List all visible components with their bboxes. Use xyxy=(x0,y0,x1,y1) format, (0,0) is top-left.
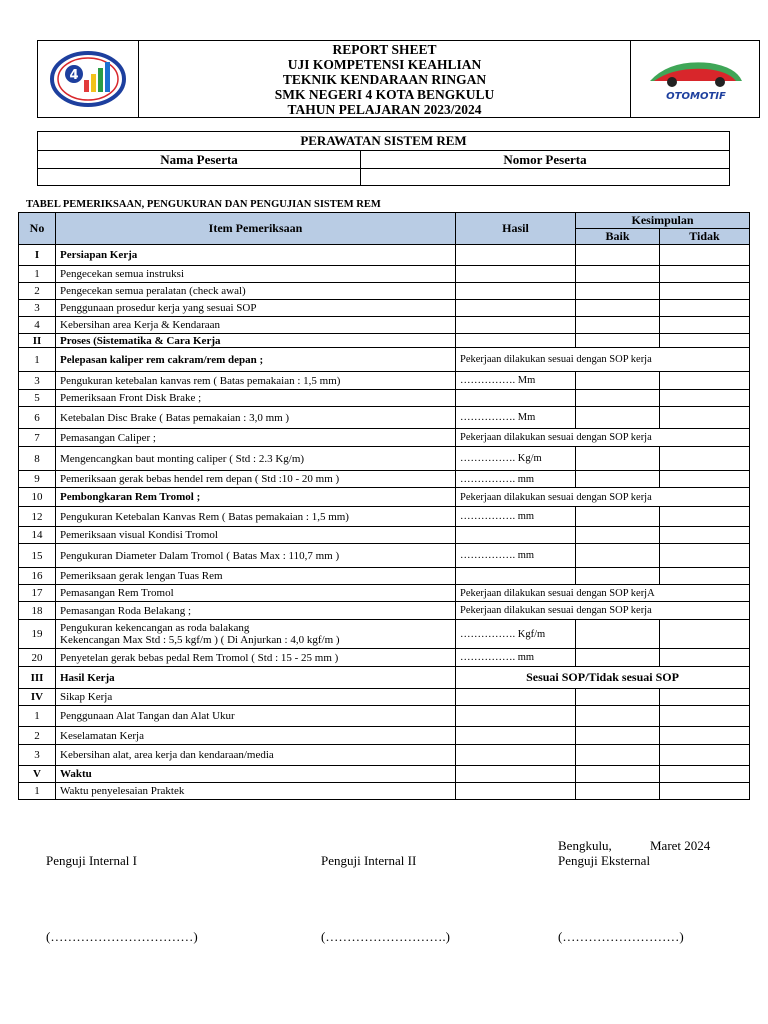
row-tidak-cell[interactable] xyxy=(660,568,750,585)
table-row xyxy=(19,348,750,372)
school-logo-icon xyxy=(49,50,127,108)
table-row xyxy=(19,783,750,800)
participant-table xyxy=(37,131,730,186)
row-number: 19 xyxy=(19,620,56,649)
row-baik-cell[interactable] xyxy=(576,507,660,527)
row-hasil: Pekerjaan dilakukan sesuai dengan SOP kerjA xyxy=(456,585,750,602)
row-number: II xyxy=(19,334,56,348)
table-row xyxy=(19,488,750,507)
signature-external: Penguji Eksternal xyxy=(558,853,651,868)
table-row xyxy=(19,334,750,348)
table-row xyxy=(19,317,750,334)
signature-date: Maret 2024 xyxy=(650,838,711,853)
table-row xyxy=(19,507,750,527)
inspection-table xyxy=(18,212,750,800)
row-tidak-cell[interactable] xyxy=(660,447,750,471)
row-baik-cell[interactable] xyxy=(576,727,660,745)
signature-internal-1: Penguji Internal I xyxy=(46,853,137,868)
row-hasil[interactable]: ……………. Mm xyxy=(456,407,576,429)
row-item: Mengencangkan baut monting caliper ( Std : 2.3 Kg/m) xyxy=(56,447,456,471)
report-title xyxy=(139,41,630,117)
row-baik-cell[interactable] xyxy=(576,283,660,300)
signature-place: Bengkulu, xyxy=(558,838,612,853)
row-baik-cell[interactable] xyxy=(576,527,660,544)
table-row xyxy=(19,585,750,602)
table-caption: TABEL PEMERIKSAAN, PENGUKURAN DAN PENGUJIAN SISTEM REM xyxy=(26,199,381,210)
table-row xyxy=(19,667,750,689)
svg-text:4: 4 xyxy=(69,68,79,83)
table-row xyxy=(19,544,750,568)
row-baik-cell[interactable] xyxy=(576,300,660,317)
report-header xyxy=(37,40,760,118)
school-logo xyxy=(38,41,139,117)
otomotif-logo xyxy=(630,41,759,117)
otomotif-logo-icon xyxy=(640,55,750,103)
signature-blank-2: (……………………….) xyxy=(321,929,450,944)
row-number: 8 xyxy=(19,447,56,471)
row-item: Pembongkaran Rem Tromol ; xyxy=(56,488,456,507)
row-item: Hasil Kerja xyxy=(56,667,456,689)
row-item-line-2: Kekencangan Max Std : 5,5 kgf/m ) ( Di Anjurkan : 4,0 kgf/m ) xyxy=(60,634,340,646)
row-baik-cell[interactable] xyxy=(576,783,660,800)
row-hasil[interactable] xyxy=(456,266,576,283)
row-number: 3 xyxy=(19,372,56,390)
col-item: Item Pemeriksaan xyxy=(56,213,456,245)
number-label: Nomor Peserta xyxy=(361,151,730,169)
row-hasil[interactable] xyxy=(456,766,576,783)
row-number: 10 xyxy=(19,488,56,507)
row-item: Penggunaan Alat Tangan dan Alat Ukur xyxy=(56,706,456,727)
row-number: 1 xyxy=(19,706,56,727)
table-row xyxy=(19,429,750,447)
row-item: Pengecekan semua peralatan (check awal) xyxy=(56,283,456,300)
table-row xyxy=(19,568,750,585)
row-hasil: Pekerjaan dilakukan sesuai dengan SOP kerja xyxy=(456,429,750,447)
row-tidak-cell[interactable] xyxy=(660,706,750,727)
row-baik-cell[interactable] xyxy=(576,447,660,471)
table-row xyxy=(19,706,750,727)
row-number: 18 xyxy=(19,602,56,620)
table-row xyxy=(19,283,750,300)
row-number: 3 xyxy=(19,745,56,766)
row-hasil[interactable] xyxy=(456,783,576,800)
row-hasil[interactable]: ……………. Kgf/m xyxy=(456,620,576,649)
row-tidak-cell[interactable] xyxy=(660,783,750,800)
table-row xyxy=(19,266,750,283)
col-tidak: Tidak xyxy=(660,229,750,245)
row-item: Pemasangan Caliper ; xyxy=(56,429,456,447)
row-item: Pemeriksaan gerak bebas hendel rem depan ( Std :10 - 20 mm ) xyxy=(56,471,456,488)
row-tidak-cell[interactable] xyxy=(660,471,750,488)
row-baik-cell[interactable] xyxy=(576,706,660,727)
row-number: 17 xyxy=(19,585,56,602)
row-hasil[interactable] xyxy=(456,390,576,407)
row-item: Waktu xyxy=(56,766,456,783)
row-item: Kebersihan area Kerja & Kendaraan xyxy=(56,317,456,334)
row-number: IV xyxy=(19,689,56,706)
row-item: Pemeriksaan visual Kondisi Tromol xyxy=(56,527,456,544)
row-baik-cell[interactable] xyxy=(576,689,660,706)
table-row xyxy=(19,300,750,317)
table-row xyxy=(19,766,750,783)
row-item: Pengukuran Ketebalan Kanvas Rem ( Batas pemakaian : 1,5 mm) xyxy=(56,507,456,527)
svg-text:OTOMOTIF: OTOMOTIF xyxy=(666,91,726,102)
row-baik-cell[interactable] xyxy=(576,471,660,488)
table-body xyxy=(19,245,750,800)
table-row xyxy=(19,447,750,471)
row-item: Pemasangan Rem Tromol xyxy=(56,585,456,602)
row-tidak-cell[interactable] xyxy=(660,300,750,317)
row-baik-cell[interactable] xyxy=(576,390,660,407)
row-item: Waktu penyelesaian Praktek xyxy=(56,783,456,800)
row-baik-cell[interactable] xyxy=(576,334,660,348)
row-hasil[interactable] xyxy=(456,300,576,317)
row-tidak-cell[interactable] xyxy=(660,527,750,544)
row-tidak-cell[interactable] xyxy=(660,317,750,334)
row-tidak-cell[interactable] xyxy=(660,390,750,407)
row-item-line-1: Pengukuran kekencangan as roda balakang xyxy=(60,622,250,634)
row-tidak-cell[interactable] xyxy=(660,245,750,266)
name-field[interactable] xyxy=(38,169,361,186)
row-tidak-cell[interactable] xyxy=(660,727,750,745)
title-line-5: TAHUN PELAJARAN 2023/2024 xyxy=(287,101,482,117)
row-hasil: Pekerjaan dilakukan sesuai dengan SOP kerja xyxy=(456,602,750,620)
row-hasil[interactable]: ……………. Kg/m xyxy=(456,447,576,471)
row-hasil[interactable]: ……………. mm xyxy=(456,507,576,527)
row-hasil[interactable] xyxy=(456,317,576,334)
row-number: 12 xyxy=(19,507,56,527)
row-baik-cell[interactable] xyxy=(576,407,660,429)
row-item: Pemasangan Roda Belakang ; xyxy=(56,602,456,620)
row-number: 9 xyxy=(19,471,56,488)
row-baik-cell[interactable] xyxy=(576,266,660,283)
row-tidak-cell[interactable] xyxy=(660,689,750,706)
table-row xyxy=(19,390,750,407)
table-row xyxy=(19,727,750,745)
table-row xyxy=(19,649,750,667)
row-number: 20 xyxy=(19,649,56,667)
row-item: Proses (Sistematika & Cara Kerja xyxy=(56,334,456,348)
row-tidak-cell[interactable] xyxy=(660,649,750,667)
row-hasil[interactable]: ……………. mm xyxy=(456,649,576,667)
table-row xyxy=(19,527,750,544)
row-number: III xyxy=(19,667,56,689)
row-hasil[interactable] xyxy=(456,745,576,766)
row-hasil[interactable]: ……………. Mm xyxy=(456,372,576,390)
row-number: 2 xyxy=(19,727,56,745)
row-number: 5 xyxy=(19,390,56,407)
row-item: Ketebalan Disc Brake ( Batas pemakaian : 3,0 mm ) xyxy=(56,407,456,429)
row-number: 3 xyxy=(19,300,56,317)
row-number: V xyxy=(19,766,56,783)
table-row xyxy=(19,745,750,766)
row-hasil[interactable] xyxy=(456,527,576,544)
row-number: 16 xyxy=(19,568,56,585)
row-tidak-cell[interactable] xyxy=(660,407,750,429)
row-hasil[interactable] xyxy=(456,283,576,300)
row-item: Pengukuran Diameter Dalam Tromol ( Batas Max : 110,7 mm ) xyxy=(56,544,456,568)
row-item: Pengukuran ketebalan kanvas rem ( Batas pemakaian : 1,5 mm) xyxy=(56,372,456,390)
row-hasil[interactable]: ……………. mm xyxy=(456,471,576,488)
row-number: 1 xyxy=(19,348,56,372)
row-item: Kebersihan alat, area kerja dan kendaraan/media xyxy=(56,745,456,766)
row-item: Pemeriksaan gerak lengan Tuas Rem xyxy=(56,568,456,585)
row-tidak-cell[interactable] xyxy=(660,334,750,348)
row-number: 1 xyxy=(19,266,56,283)
title-line-2: UJI KOMPETENSI KEAHLIAN xyxy=(287,56,482,72)
col-baik: Baik xyxy=(576,229,660,245)
signature-internal-2: Penguji Internal II xyxy=(321,853,417,868)
row-number: 6 xyxy=(19,407,56,429)
row-number: 14 xyxy=(19,527,56,544)
signature-blank-3: (………………………) xyxy=(558,929,684,944)
row-tidak-cell[interactable] xyxy=(660,620,750,649)
name-label: Nama Peserta xyxy=(38,151,361,169)
table-row xyxy=(19,471,750,488)
row-hasil[interactable]: ……………. mm xyxy=(456,544,576,568)
row-item xyxy=(56,620,456,649)
row-tidak-cell[interactable] xyxy=(660,266,750,283)
row-baik-cell[interactable] xyxy=(576,544,660,568)
row-number: 1 xyxy=(19,783,56,800)
row-item: Pengecekan semua instruksi xyxy=(56,266,456,283)
row-hasil[interactable] xyxy=(456,689,576,706)
col-hasil: Hasil xyxy=(456,213,576,245)
row-baik-cell[interactable] xyxy=(576,766,660,783)
row-hasil[interactable] xyxy=(456,727,576,745)
row-tidak-cell[interactable] xyxy=(660,507,750,527)
row-item: Penggunaan prosedur kerja yang sesuai SOP xyxy=(56,300,456,317)
table-row xyxy=(19,407,750,429)
row-item: Persiapan Kerja xyxy=(56,245,456,266)
row-hasil[interactable] xyxy=(456,706,576,727)
row-tidak-cell[interactable] xyxy=(660,372,750,390)
signature-blank-1: (……………………………) xyxy=(46,929,198,944)
row-tidak-cell[interactable] xyxy=(660,745,750,766)
title-line-1: REPORT SHEET xyxy=(332,41,437,57)
row-baik-cell[interactable] xyxy=(576,649,660,667)
row-baik-cell[interactable] xyxy=(576,372,660,390)
row-number: 2 xyxy=(19,283,56,300)
row-hasil[interactable] xyxy=(456,245,576,266)
row-tidak-cell[interactable] xyxy=(660,766,750,783)
row-tidak-cell[interactable] xyxy=(660,544,750,568)
row-item: Sikap Kerja xyxy=(56,689,456,706)
practice-title: PERAWATAN SISTEM REM xyxy=(38,132,730,151)
row-baik-cell[interactable] xyxy=(576,620,660,649)
col-kesimpulan: Kesimpulan xyxy=(576,213,750,229)
row-item: Pelepasan kaliper rem cakram/rem depan ; xyxy=(56,348,456,372)
title-line-3: TEKNIK KENDARAAN RINGAN xyxy=(282,71,487,87)
row-baik-cell[interactable] xyxy=(576,317,660,334)
row-item: Pemeriksaan Front Disk Brake ; xyxy=(56,390,456,407)
col-no: No xyxy=(19,213,56,245)
row-baik-cell[interactable] xyxy=(576,568,660,585)
table-row xyxy=(19,372,750,390)
row-hasil[interactable] xyxy=(456,568,576,585)
number-field[interactable] xyxy=(361,169,730,186)
row-number: 7 xyxy=(19,429,56,447)
table-row xyxy=(19,602,750,620)
row-number: I xyxy=(19,245,56,266)
title-line-4: SMK NEGERI 4 KOTA BENGKULU xyxy=(274,86,495,102)
row-item: Keselamatan Kerja xyxy=(56,727,456,745)
row-hasil: Sesuai SOP/Tidak sesuai SOP xyxy=(456,667,750,689)
row-hasil: Pekerjaan dilakukan sesuai dengan SOP kerja xyxy=(456,348,750,372)
row-baik-cell[interactable] xyxy=(576,745,660,766)
row-hasil[interactable] xyxy=(456,334,576,348)
row-number: 15 xyxy=(19,544,56,568)
row-number: 4 xyxy=(19,317,56,334)
table-row xyxy=(19,620,750,649)
row-item: Penyetelan gerak bebas pedal Rem Tromol ( Std : 15 - 25 mm ) xyxy=(56,649,456,667)
table-row xyxy=(19,689,750,706)
row-baik-cell[interactable] xyxy=(576,245,660,266)
row-tidak-cell[interactable] xyxy=(660,283,750,300)
row-hasil: Pekerjaan dilakukan sesuai dengan SOP kerja xyxy=(456,488,750,507)
table-row xyxy=(19,245,750,266)
